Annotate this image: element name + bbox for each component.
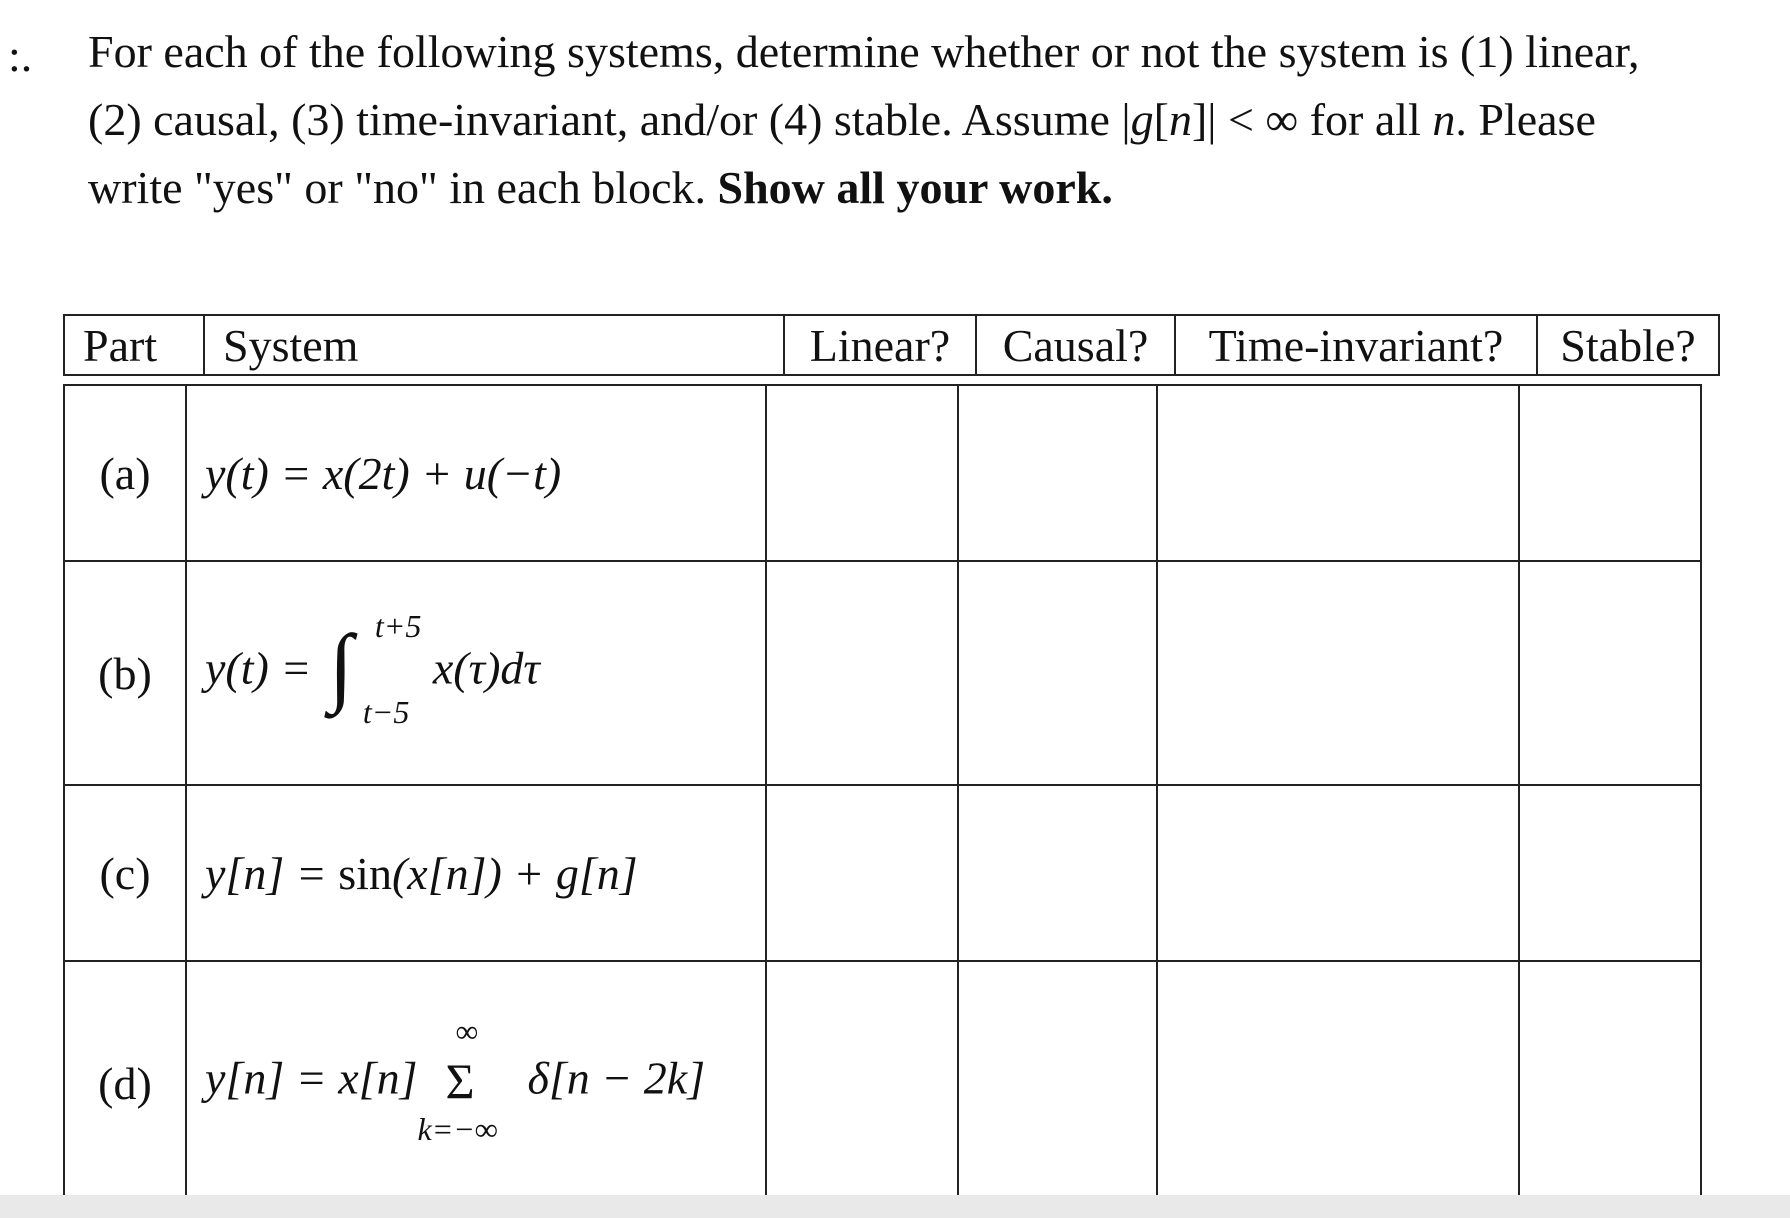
system-equation: y[n] = x[n] ∞ Σ k=−∞ δ[n − 2k]	[186, 961, 766, 1205]
table-row	[64, 961, 1701, 1205]
answer-cell-causal[interactable]	[958, 561, 1157, 785]
sum-lower-limit: k=−∞	[417, 1111, 498, 1147]
header-time-invariant: Time-invariant?	[1175, 315, 1537, 375]
answer-table-header	[63, 314, 1720, 376]
summation-expression	[417, 1013, 527, 1153]
answer-cell-time-invariant[interactable]	[1157, 561, 1519, 785]
sum-upper-limit: ∞	[455, 1013, 479, 1049]
instruction-bold: Show all your work.	[717, 162, 1113, 213]
answer-cell-time-invariant[interactable]	[1157, 961, 1519, 1205]
bottom-edge-shade	[0, 1195, 1790, 1218]
answer-cell-stable[interactable]	[1519, 961, 1701, 1205]
part-label: (b)	[64, 561, 186, 785]
table-row	[64, 561, 1701, 785]
answer-cell-linear[interactable]	[766, 561, 958, 785]
problem-line-1: For each of the following systems, determine whether or not the system is (1) linear,	[88, 26, 1640, 77]
system-equation: y[n] = sin(x[n]) + g[n]	[186, 785, 766, 961]
answer-cell-stable[interactable]	[1519, 561, 1701, 785]
problem-number-marker: :.	[8, 30, 33, 81]
table-row	[64, 785, 1701, 961]
problem-line-2: (2) causal, (3) time-invariant, and/or (4) stable. Assume |g[n]| < ∞ for all n. Please	[88, 94, 1596, 145]
integral-upper-limit: t+5	[374, 608, 422, 644]
header-system: System	[204, 315, 784, 375]
answer-cell-linear[interactable]	[766, 785, 958, 961]
system-equation: y(t) = x(2t) + u(−t)	[186, 385, 766, 561]
header-linear: Linear?	[784, 315, 976, 375]
integral-lower-limit: t−5	[362, 694, 410, 730]
integral-sign: ∫	[328, 618, 353, 715]
system-equation: y(t) = ∫ t+5 t−5 x(τ)dτ	[186, 561, 766, 785]
problem-line-3: write "yes" or "no" in each block. Show all your work.	[88, 162, 1113, 213]
answer-cell-linear[interactable]	[766, 385, 958, 561]
answer-cell-causal[interactable]	[958, 385, 1157, 561]
header-stable: Stable?	[1537, 315, 1719, 375]
answer-cell-stable[interactable]	[1519, 385, 1701, 561]
part-label: (a)	[64, 385, 186, 561]
header-causal: Causal?	[976, 315, 1175, 375]
answer-cell-time-invariant[interactable]	[1157, 785, 1519, 961]
answer-cell-causal[interactable]	[958, 785, 1157, 961]
answer-cell-causal[interactable]	[958, 961, 1157, 1205]
sum-sign: Σ	[445, 1053, 475, 1109]
integral-expression	[323, 608, 433, 730]
table-row	[64, 385, 1701, 561]
header-part: Part	[64, 315, 204, 375]
part-label: (d)	[64, 961, 186, 1205]
answer-cell-time-invariant[interactable]	[1157, 385, 1519, 561]
answer-table-body	[63, 384, 1702, 1206]
answer-cell-linear[interactable]	[766, 961, 958, 1205]
answer-cell-stable[interactable]	[1519, 785, 1701, 961]
part-label: (c)	[64, 785, 186, 961]
